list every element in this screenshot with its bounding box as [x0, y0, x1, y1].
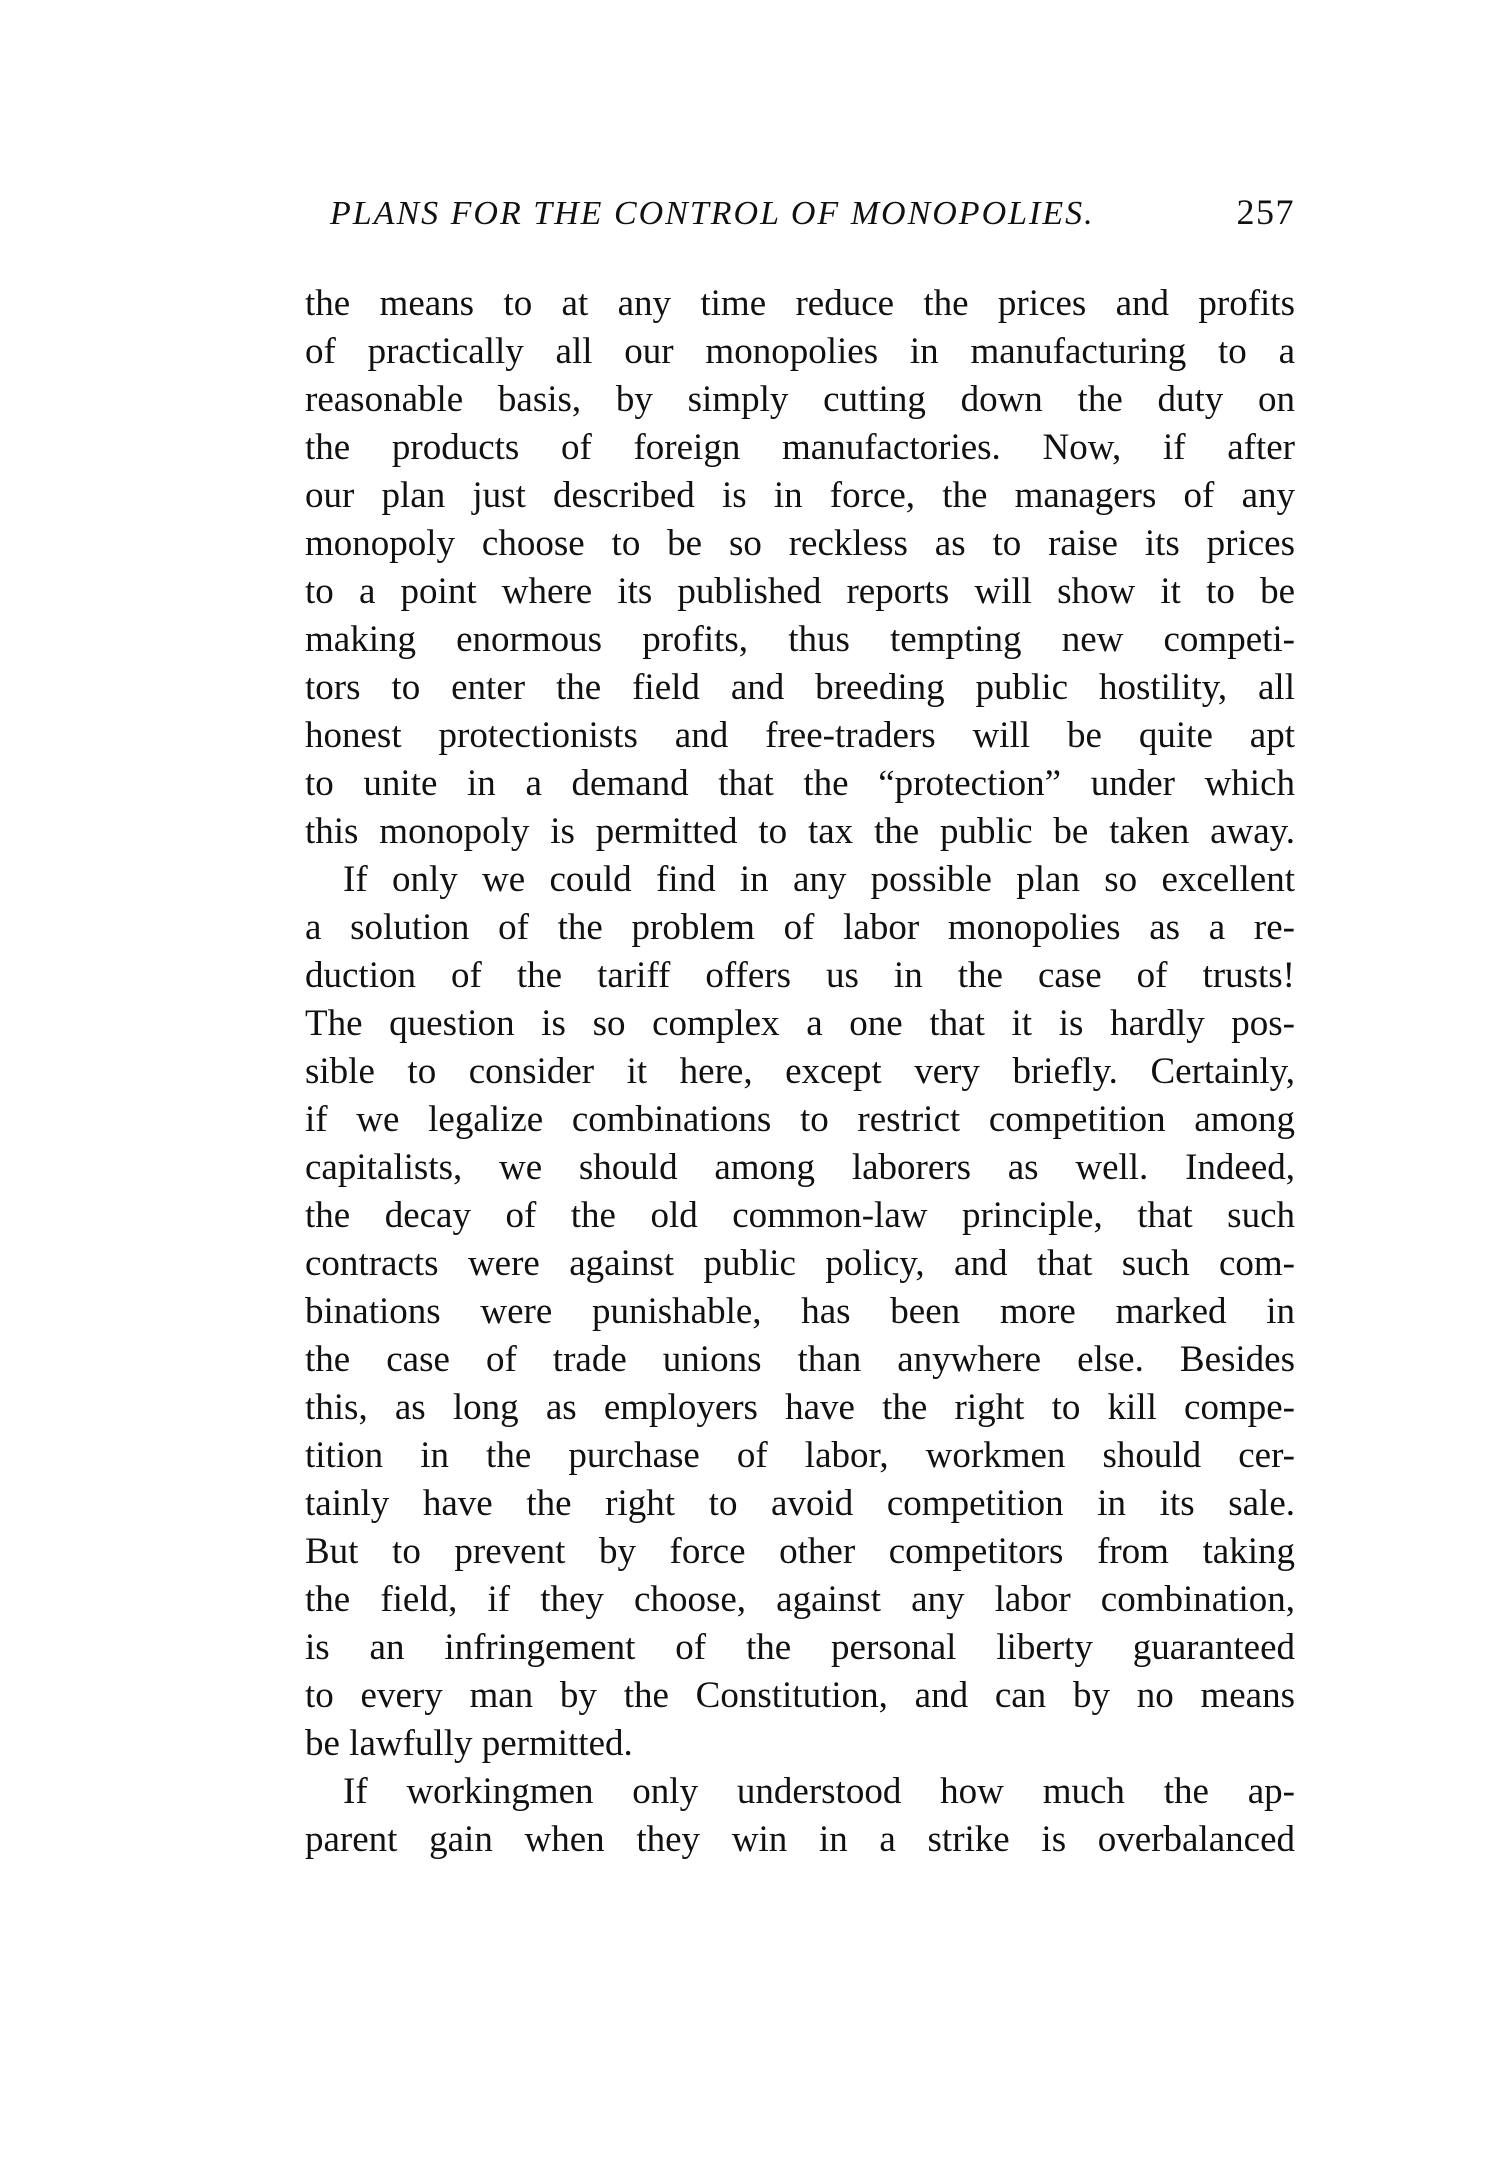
text-line: contracts were against public policy, and that such com- [305, 1243, 1295, 1284]
text-line: this monopoly is permitted to tax the public be taken away. [305, 811, 1295, 852]
text-line: a solution of the problem of labor monopolies as a re- [305, 907, 1295, 948]
text-line: the field, if they choose, against any labor combination, [305, 1579, 1295, 1620]
text-line: to a point where its published reports will show it to be [305, 571, 1295, 612]
text-line: If workingmen only understood how much the ap- [343, 1771, 1295, 1812]
text-line: is an infringement of the personal liberty guaranteed [305, 1627, 1295, 1668]
text-line: be lawfully permitted. [305, 1723, 633, 1764]
body-text [305, 280, 1295, 1864]
running-head [330, 192, 1295, 234]
text-line: to every man by the Constitution, and can by no means [305, 1675, 1295, 1716]
text-line: the products of foreign manufactories. Now, if after [305, 427, 1295, 468]
text-line: making enormous profits, thus tempting new competi- [305, 619, 1295, 660]
text-line: The question is so complex a one that it is hardly pos- [305, 1003, 1295, 1044]
text-line: binations were punishable, has been more marked in [305, 1291, 1295, 1332]
page-number: 257 [1236, 192, 1295, 232]
text-line: of practically all our monopolies in manufacturing to a [305, 331, 1295, 372]
text-line: monopoly choose to be so reckless as to raise its prices [305, 523, 1295, 564]
text-line: duction of the tariff offers us in the case of trusts! [305, 955, 1295, 996]
text-line: the means to at any time reduce the prices and profits [305, 283, 1295, 324]
text-line: the decay of the old common-law principle, that such [305, 1195, 1295, 1236]
text-line: tors to enter the field and breeding public hostility, all [305, 667, 1295, 708]
text-line: If only we could find in any possible plan so excellent [343, 859, 1295, 900]
text-line: capitalists, we should among laborers as well. Indeed, [305, 1147, 1295, 1188]
text-line: sible to consider it here, except very briefly. Certainly, [305, 1051, 1295, 1092]
text-line: But to prevent by force other competitors from taking [305, 1531, 1295, 1572]
text-line: tainly have the right to avoid competition in its sale. [305, 1483, 1295, 1524]
chapter-title: PLANS FOR THE CONTROL OF MONOPOLIES. [330, 195, 1095, 232]
text-line: reasonable basis, by simply cutting down the duty on [305, 379, 1295, 420]
text-line: honest protectionists and free-traders will be quite apt [305, 715, 1295, 756]
paragraph-2 [305, 856, 1295, 1768]
text-line: parent gain when they win in a strike is overbalanced [305, 1819, 1295, 1860]
text-line: to unite in a demand that the “protection” under which [305, 763, 1295, 804]
text-line: if we legalize combinations to restrict competition among [305, 1099, 1295, 1140]
text-line: this, as long as employers have the right to kill compe- [305, 1387, 1295, 1428]
paragraph-1 [305, 280, 1295, 856]
text-line: the case of trade unions than anywhere else. Besides [305, 1339, 1295, 1380]
text-line: our plan just described is in force, the managers of any [305, 475, 1295, 516]
paragraph-3 [305, 1768, 1295, 1864]
text-line: tition in the purchase of labor, workmen should cer- [305, 1435, 1295, 1476]
